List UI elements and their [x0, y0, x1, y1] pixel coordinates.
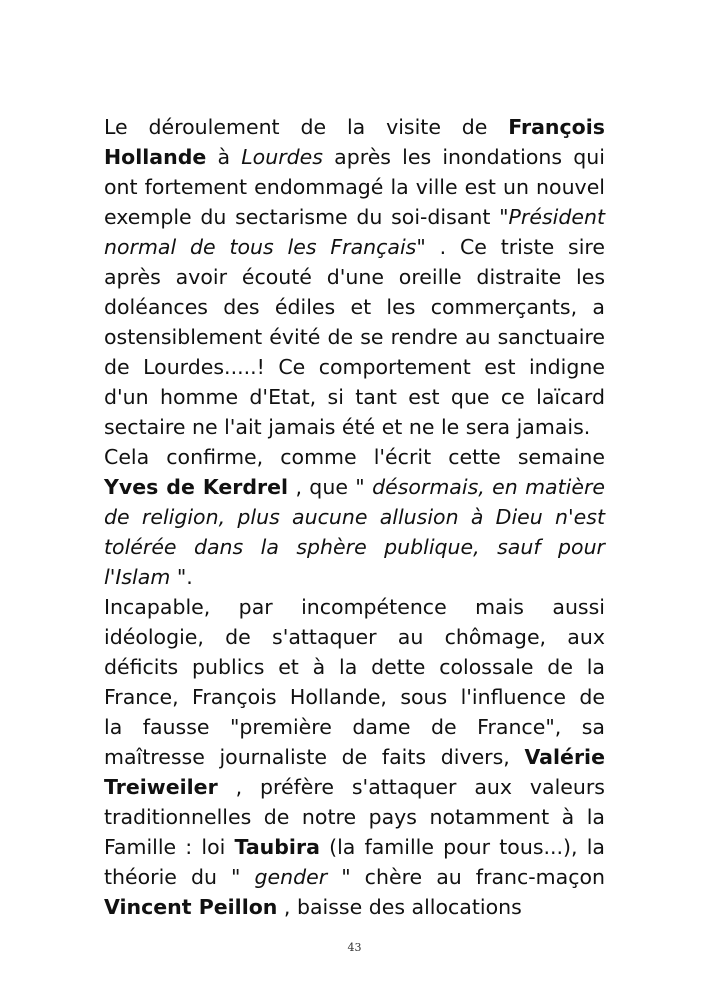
text-line [104, 802, 605, 832]
bold-text: Valérie [524, 745, 605, 769]
text-run: déficits publics et à la dette colossale de la [104, 655, 605, 679]
text-line [104, 862, 605, 892]
text-run: d'un homme d'Etat, si tant est que ce laïcard [104, 385, 605, 409]
text-run: , préfère s'attaquer aux valeurs [217, 775, 605, 799]
text-run: (la famille pour tous...), la [319, 835, 605, 859]
text-run: ostensiblement évité de se rendre au sanctuaire [104, 325, 605, 349]
text-run: la fausse "première dame de France", sa [104, 715, 605, 739]
text-run: doléances des édiles et les commerçants, a [104, 295, 605, 319]
text-line [104, 892, 605, 922]
text-run: à [206, 145, 242, 169]
bold-text: Hollande [104, 145, 207, 169]
text-line [104, 172, 605, 202]
text-run: exemple du sectarisme du soi-disant [104, 205, 500, 229]
bold-text: Taubira [234, 835, 320, 859]
text-line [104, 682, 605, 712]
italic-text: l'Islam [104, 565, 171, 589]
text-run: Incapable, par incompétence mais aussi [104, 595, 605, 619]
text-run: France, François Hollande, sous l'influence de [104, 685, 605, 709]
text-run: " chère au franc-maçon [327, 865, 606, 889]
italic-text: Lourdes [241, 145, 323, 169]
italic-text: tolérée dans la sphère publique, sauf pour [104, 535, 605, 559]
italic-text: gender [254, 865, 328, 889]
text-run: Le déroulement de la visite de [104, 115, 509, 139]
italic-text: "Président [499, 205, 605, 229]
text-line [104, 502, 605, 532]
text-line [104, 352, 605, 382]
text-run: maîtresse journaliste de faits divers, [104, 745, 525, 769]
text-line [104, 322, 605, 352]
text-line [104, 742, 605, 772]
text-line [104, 712, 605, 742]
text-line [104, 112, 605, 142]
text-line [104, 592, 605, 622]
body-text [104, 112, 605, 922]
text-line [104, 442, 605, 472]
text-run: Cela confirme, comme l'écrit cette semaine [104, 445, 605, 469]
italic-text: désormais, en matière [372, 475, 605, 499]
bold-text: Yves de Kerdrel [104, 475, 289, 499]
text-run: ont fortement endommagé la ville est un nouvel [104, 175, 605, 199]
page-number: 43 [347, 941, 362, 954]
text-run: Famille : loi [104, 835, 235, 859]
text-line [104, 472, 605, 502]
text-run: sectaire ne l'ait jamais été et ne le sera jamais. [104, 415, 591, 439]
bold-text: Treiweiler [104, 775, 218, 799]
text-line [104, 832, 605, 862]
text-line [104, 562, 605, 592]
text-line [104, 382, 605, 412]
text-run: après avoir écouté d'une oreille distraite les [104, 265, 605, 289]
text-line [104, 232, 605, 262]
text-line [104, 772, 605, 802]
text-line [104, 262, 605, 292]
text-run: ". [170, 565, 193, 589]
text-run: , que " [288, 475, 373, 499]
text-run: , baisse des allocations [277, 895, 522, 919]
text-run: théorie du " [104, 865, 255, 889]
text-run: après les inondations qui [322, 145, 605, 169]
bold-text: Vincent Peillon [104, 895, 278, 919]
italic-text: de religion, plus aucune allusion à Dieu n'est [104, 505, 605, 529]
bold-text: François [508, 115, 605, 139]
text-line [104, 202, 605, 232]
text-run: de Lourdes.....! Ce comportement est indigne [104, 355, 605, 379]
text-run: traditionnelles de notre pays notamment à la [104, 805, 605, 829]
text-line [104, 292, 605, 322]
text-line [104, 652, 605, 682]
text-run: idéologie, de s'attaquer au chômage, aux [104, 625, 605, 649]
text-line [104, 622, 605, 652]
text-line [104, 412, 605, 442]
italic-text: normal de tous les Français" [104, 235, 426, 259]
text-line [104, 142, 605, 172]
text-line [104, 532, 605, 562]
text-run: . Ce triste sire [425, 235, 605, 259]
